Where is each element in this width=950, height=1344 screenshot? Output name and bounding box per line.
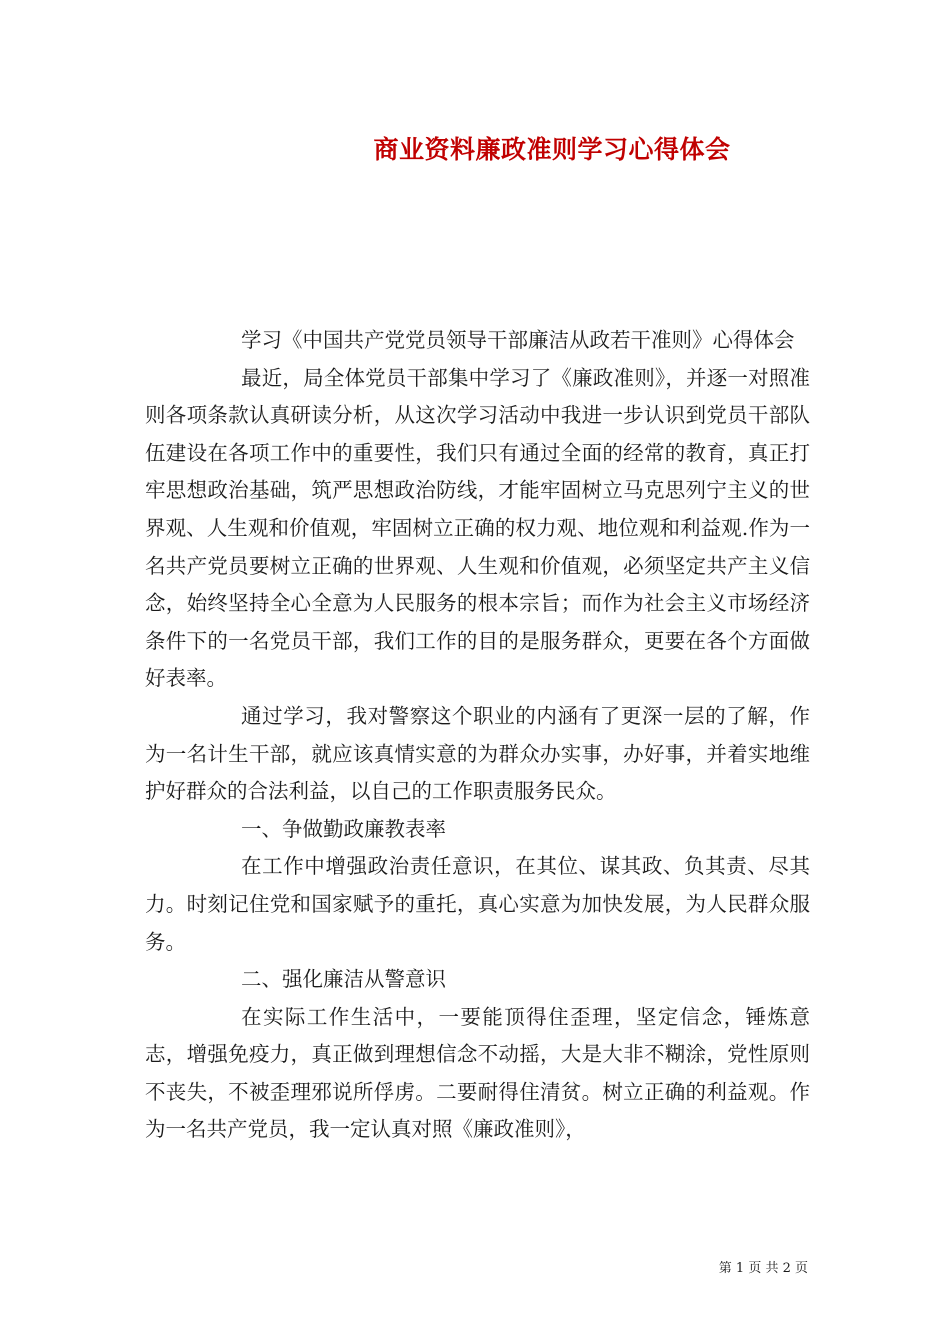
paragraph-study: 通过学习，我对警察这个职业的内涵有了更深一层的了解，作为一名计生干部，就应该真情实意的为群众办实事，办好事，并着实地维护好群众的合法利益，以自己的工作职责服务民众。 — [145, 703, 810, 804]
document-body — [145, 322, 810, 1149]
paragraph-intro: 最近，局全体党员干部集中学习了《廉政准则》，并逐一对照准则各项条款认真研读分析，从这次学习活动中我进一步认识到党员干部队伍建设在各项工作中的重要性，我们只有通过全面的经常的教育，真正打牢思想政治基础，筑严思想政治防线，才能牢固树立马克思列宁主义的世界观、人生观和价值观，牢固树立正确的权力观、地位观和利益观.作为一名共产党员要树立正确的世界观、人生观和价值观，必须坚定共产主义信念，始终坚持全心全意为人民服务的根本宗旨；而作为社会主义市场经济条件下的一名党员干部，我们工作的目的是服务群众，更要在各个方面做好表率。 — [145, 365, 810, 691]
paragraph-section-1: 在工作中增强政治责任意识，在其位、谋其政、负其责、尽其力。时刻记住党和国家赋予的重托，真心实意为加快发展，为人民群众服务。 — [145, 854, 810, 954]
page-number-footer: 第 1 页 共 2 页 — [718, 1261, 808, 1276]
section-heading-1: 一、争做勤政廉教表率 — [241, 816, 446, 841]
paragraph-heading-line: 学习《中国共产党党员领导干部廉洁从政若干准则》心得体会 — [241, 328, 795, 352]
section-heading-2: 二、强化廉洁从警意识 — [241, 967, 446, 992]
paragraph-section-2: 在实际工作生活中，一要能顶得住歪理，坚定信念，锤炼意志，增强免疫力，真正做到理想信念不动摇，大是大非不糊涂，党性原则不丧失，不被歪理邪说所俘虏。二要耐得住清贫。树立正确的利益观。作为一名共产党员，我一定认真对照《廉政准则》， — [145, 1004, 810, 1142]
document-title: 商业资料廉政准则学习心得体会 — [373, 135, 731, 164]
